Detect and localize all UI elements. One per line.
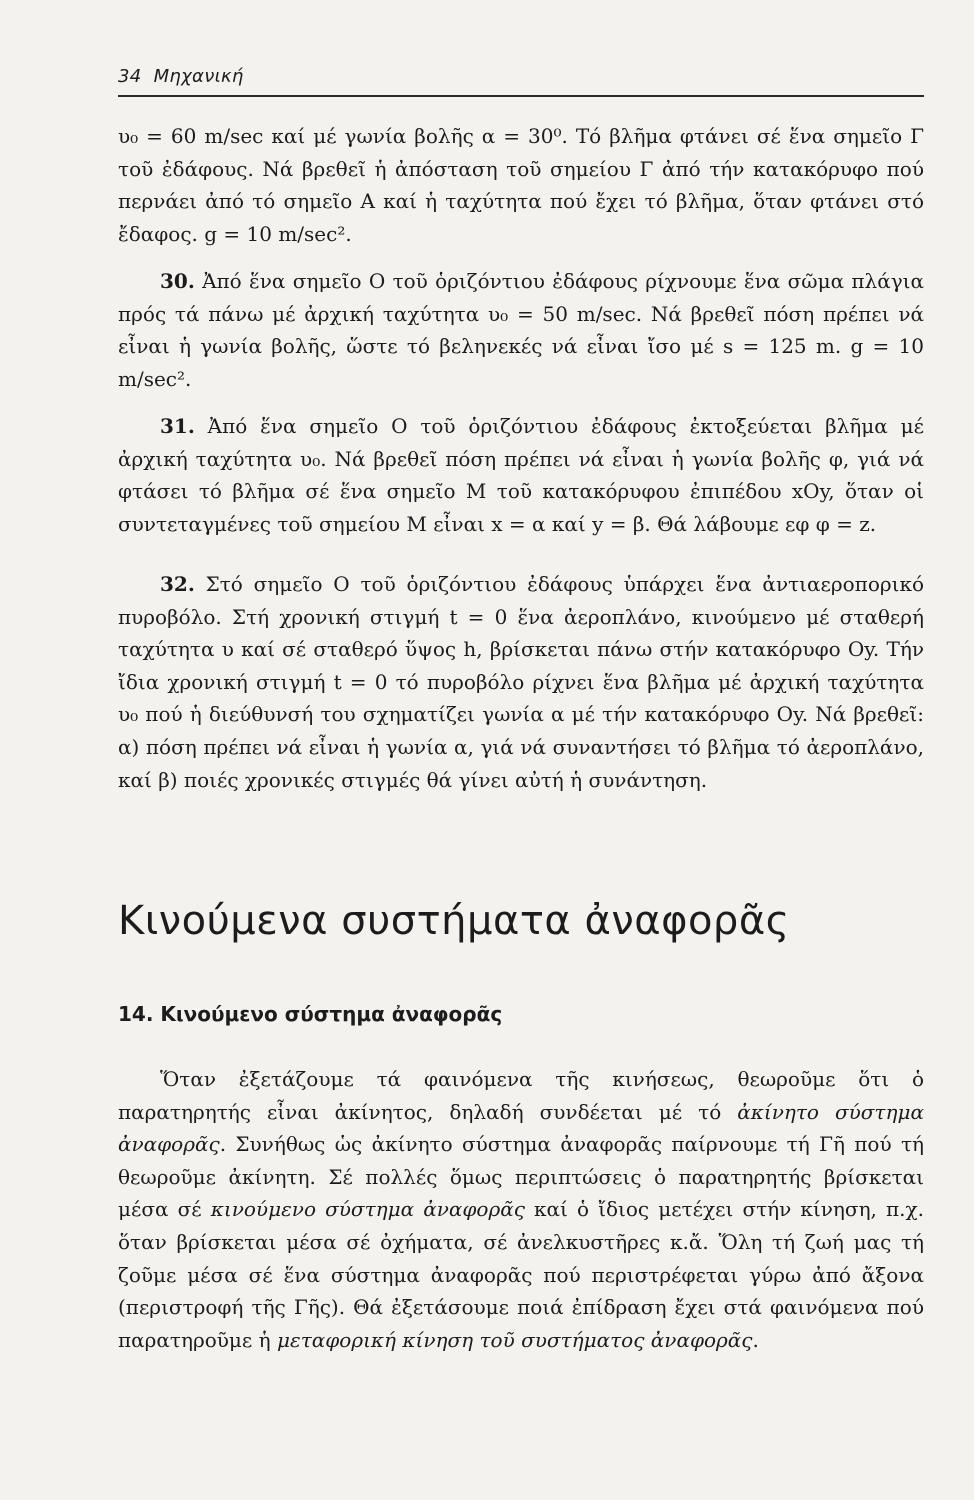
continuation-paragraph: υ₀ = 60 m/sec καί μέ γωνία βολῆς α = 30⁰. Τό βλῆμα φτάνει σέ ἕνα σημεῖο Γ τοῦ ἐδάφους. Νά βρεθεῖ ἡ ἀπόσταση τοῦ σημείου Γ ἀπό τήν κατακόρυφο πού περνάει ἀπό τό σημεῖο Α καί ἡ ταχύτητα πού ἔχει τό βλῆμα, ὅταν φτάνει στό ἔδαφος. g = 10 m/sec². <box>118 124 924 246</box>
problem-number: 31. <box>160 414 195 438</box>
section-title: Κινούμενα συστήματα ἀναφορᾶς <box>118 898 790 944</box>
emphasis-translational-motion: μεταφορική κίνηση τοῦ συστήματος ἀναφορᾶς <box>276 1327 753 1352</box>
problem-text: Στό σημεῖο Ο τοῦ ὁριζόντιου ἐδάφους ὑπάρχει ἕνα ἀντιαεροπορικό πυροβόλο. Στή χρονική στιγμή t = 0 ἕνα ἀεροπλάνο, κινούμενο μέ σταθερή ταχύτητα υ καί σέ σταθερό ὕψος h, βρίσκεται πάνω στήν κατακόρυφο Oy. Τήν ἴδια χρονική στιγμή t = 0 τό πυροβόλο ρίχνει ἕνα βλῆμα μέ ἀρχική ταχύτητα υ₀ πού ἡ διεύθυνσή του σχηματίζει γωνία α μέ τήν κατακόρυφο Oy. Νά βρεθεῖ: α) πόση πρέπει νά εἶναι ἡ γωνία α, γιά νά συναντήσει τό βλῆμα τό ἀεροπλάνο, καί β) ποιές χρονικές στιγμές θά γίνει αὐτή ἡ συνάντηση. <box>118 572 924 792</box>
problem-32 <box>118 568 924 796</box>
running-title: Μηχανική <box>153 66 244 87</box>
problem-number: 32. <box>160 572 195 596</box>
problem-31 <box>118 410 924 540</box>
header-rule <box>118 95 924 97</box>
page-number: 34 <box>118 66 142 87</box>
emphasis-stationary-frame: ἀκίνητο σύστημα ἀναφορᾶς <box>118 1099 924 1157</box>
subsection-title: 14. Κινούμενο σύστημα ἀναφορᾶς <box>118 1002 503 1026</box>
problem-text: Ἀπό ἕνα σημεῖο Ο τοῦ ὁριζόντιου ἐδάφους ρίχνουμε ἕνα σῶμα πλάγια πρός τά πάνω μέ ἀρχική ταχύτητα υ₀ = 50 m/sec. Νά βρεθεῖ πόση πρέπει νά εἶναι ἡ γωνία βολῆς, ὥστε τό βεληνεκές νά εἶναι ἴσο μέ s = 125 m. g = 10 m/sec². <box>118 269 924 391</box>
body-paragraph: Ὅταν ἐξετάζουμε τά φαινόμενα τῆς κινήσεως, θεωροῦμε ὅτι ὁ παρατηρητής εἶναι ἀκίνητος, δηλαδή συνδέεται μέ τό ἀκίνητο σύστημα ἀναφορᾶς. Συνήθως ὡς ἀκίνητο σύστημα ἀναφορᾶς παίρνουμε τή Γῆ πού τή θεωροῦμε ἀκίνητη. Σέ πολλές ὅμως περιπτώσεις ὁ παρατηρητής βρίσκεται μέσα σέ κινούμενο σύστημα ἀναφορᾶς καί ὁ ἴδιος μετέχει στήν κίνηση, π.χ. ὅταν βρίσκεται μέσα σέ ὀχήματα, σέ ἀνελκυστῆρες κ.ἄ. Ὅλη τή ζωή μας τή ζοῦμε μέσα σέ ἕνα σύστημα ἀναφορᾶς πού περιστρέφεται γύρω ἀπό ἄξονα (περιστροφή τῆς Γῆς). Θά ἐξετάσουμε ποιά ἐπίδραση ἔχει στά φαινόμενα πού παρατηροῦμε ἡ μεταφορική κίνηση τοῦ συστήματος ἀναφορᾶς. <box>118 1067 925 1352</box>
problem-number: 30. <box>160 269 195 293</box>
problem-text: Ἀπό ἕνα σημεῖο Ο τοῦ ὁριζόντιου ἐδάφους ἐκτοξεύεται βλῆμα μέ ἀρχική ταχύτητα υ₀. Νά βρεθεῖ πόση πρέπει νά εἶναι ἡ γωνία βολῆς φ, γιά νά φτάσει τό βλῆμα σέ ἕνα σημεῖο Μ τοῦ κατακόρυφου ἐπιπέδου xOy, ὅταν οἱ συντεταγμένες τοῦ σημείου Μ εἶναι x = α καί y = β. Θά λάβουμε εφ φ = z. <box>118 414 924 536</box>
emphasis-moving-frame: κινούμενο σύστημα ἀναφορᾶς <box>210 1197 525 1222</box>
problem-30 <box>118 265 924 395</box>
running-header <box>118 66 924 87</box>
